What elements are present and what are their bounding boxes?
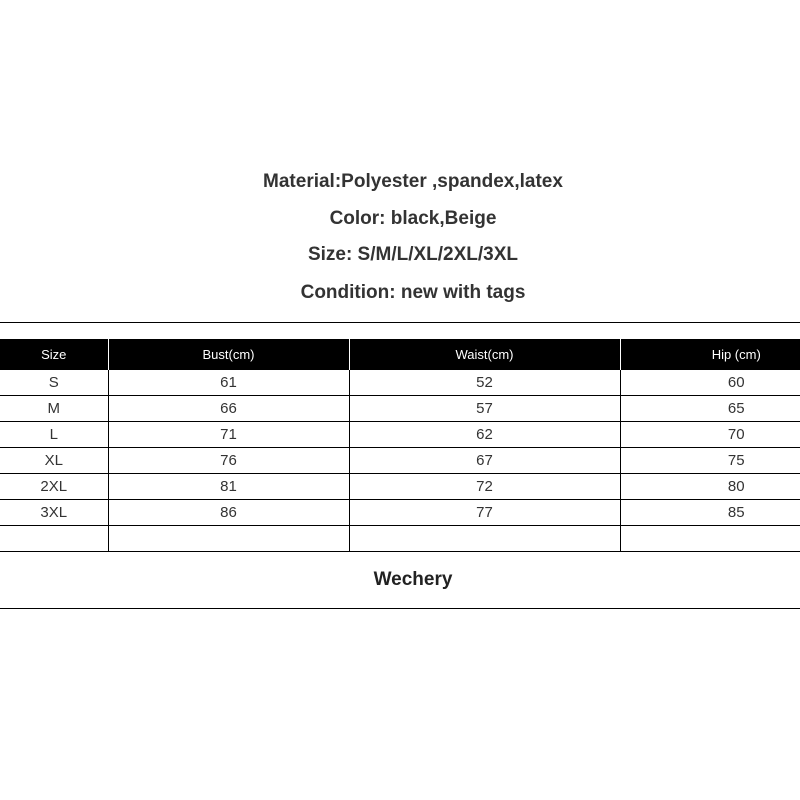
cell-size: S [0, 370, 108, 396]
table-row [0, 370, 800, 396]
cell-bust: 61 [108, 370, 349, 396]
cell-hip: 80 [620, 474, 800, 500]
spec-condition: Condition: new with tags [300, 282, 526, 303]
cell-bust: 71 [108, 422, 349, 448]
size-chart-table [0, 339, 800, 552]
brand-name: Wechery [373, 569, 453, 590]
cell-bust: 81 [108, 474, 349, 500]
cell-waist: 57 [349, 396, 620, 422]
cell-size: L [0, 422, 108, 448]
cell-size: M [0, 396, 108, 422]
cell-waist [349, 526, 620, 552]
cell-size: 2XL [0, 474, 108, 500]
header-waist: Waist(cm) [349, 339, 620, 370]
cell-bust: 86 [108, 500, 349, 526]
cell-hip: 85 [620, 500, 800, 526]
header-size: Size [0, 339, 108, 370]
spec-material: Material:Polyester ,spandex,latex [263, 171, 563, 192]
top-divider [0, 322, 800, 323]
table-row [0, 422, 800, 448]
cell-hip: 70 [620, 422, 800, 448]
spec-color: Color: black,Beige [329, 208, 497, 229]
cell-waist: 77 [349, 500, 620, 526]
cell-bust: 76 [108, 448, 349, 474]
cell-waist: 52 [349, 370, 620, 396]
cell-size [0, 526, 108, 552]
cell-bust: 66 [108, 396, 349, 422]
cell-hip: 60 [620, 370, 800, 396]
cell-waist: 72 [349, 474, 620, 500]
cell-hip [620, 526, 800, 552]
bottom-divider [0, 608, 800, 609]
header-bust: Bust(cm) [108, 339, 349, 370]
spec-size: Size: S/M/L/XL/2XL/3XL [307, 244, 519, 265]
cell-hip: 75 [620, 448, 800, 474]
cell-hip: 65 [620, 396, 800, 422]
table-row [0, 448, 800, 474]
table-row [0, 396, 800, 422]
table-row [0, 474, 800, 500]
cell-waist: 67 [349, 448, 620, 474]
cell-size: 3XL [0, 500, 108, 526]
cell-bust [108, 526, 349, 552]
header-hip: Hip (cm) [620, 339, 800, 370]
cell-waist: 62 [349, 422, 620, 448]
table-row-empty [0, 526, 800, 552]
size-chart-header-row [0, 339, 800, 370]
cell-size: XL [0, 448, 108, 474]
table-row [0, 500, 800, 526]
